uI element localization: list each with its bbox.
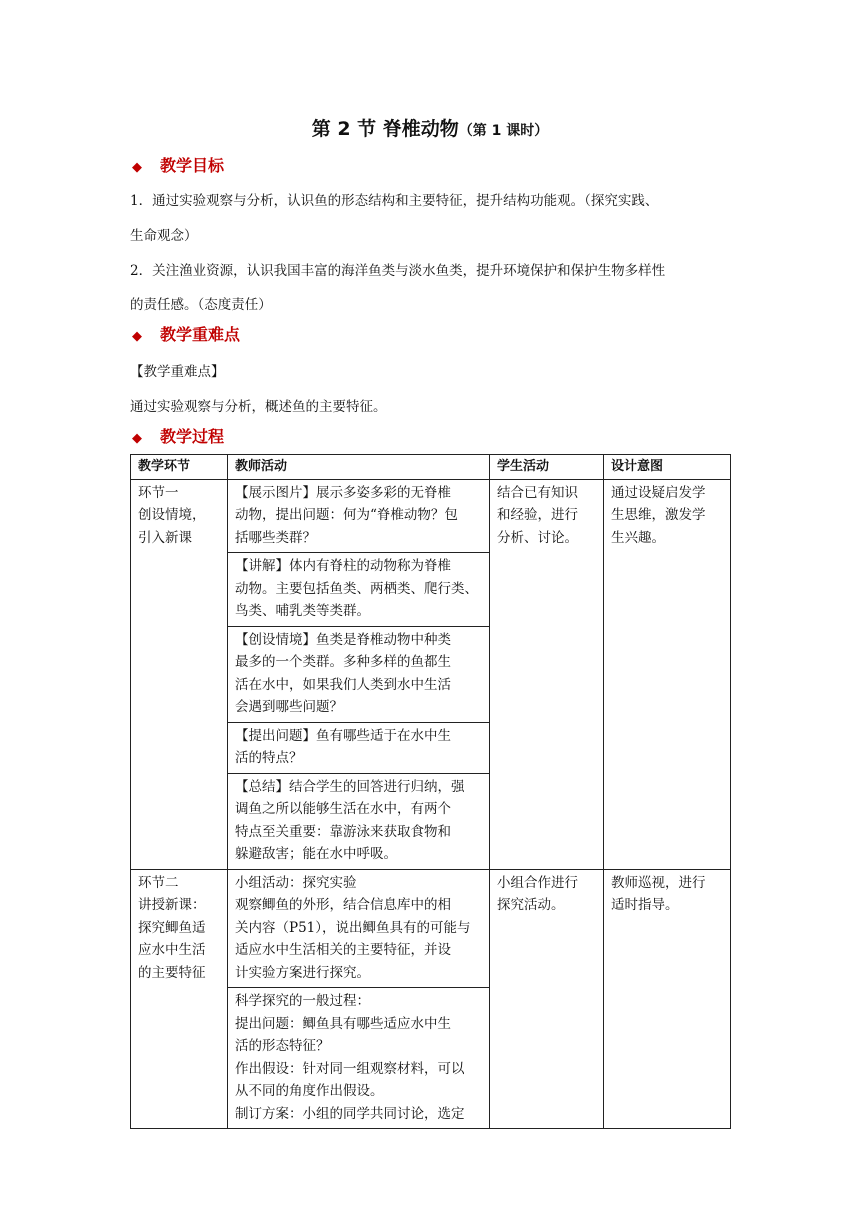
cell-line: 鸟类、哺乳类等类群。 [235, 603, 370, 619]
cell-line: 最多的一个类群。多种多样的鱼都生 [235, 654, 451, 670]
header-teacher: 教师活动 [228, 455, 490, 480]
cell-line: 环节二 [138, 874, 179, 891]
cell-line: 适时指导。 [611, 897, 679, 913]
title-main: 第 2 节 脊椎动物 [311, 118, 459, 140]
key-points-heading-text: 教学重难点 [160, 325, 241, 344]
cell-line: 环节一 [138, 484, 179, 501]
cell-line: 探究活动。 [497, 897, 565, 913]
stage2-teacher-cell-1 [228, 869, 490, 988]
header-student: 学生活动 [490, 455, 604, 480]
cell-line: 小组合作进行 [497, 874, 578, 891]
goal-2-line-1: 2．关注渔业资源，认识我国丰富的海洋鱼类与淡水鱼类，提升环境保护和保护生物多样性 [130, 263, 666, 279]
table-header-row [131, 455, 731, 480]
table-row [131, 869, 731, 988]
goal-1-line-1: 1．通过实验观察与分析，认识鱼的形态结构和主要特征，提升结构功能观。（探究实践、 [130, 193, 659, 209]
table-row [131, 479, 731, 553]
section-heading-process [132, 426, 224, 448]
stage1-teacher-cell-4 [228, 722, 490, 773]
cell-line: 讲授新课： [138, 897, 206, 913]
section-heading-key-points [132, 324, 240, 346]
cell-line: 【总结】结合学生的回答进行归纳，强 [235, 778, 465, 795]
stage1-student-cell [490, 479, 604, 869]
key-points-label: 【教学重难点】 [130, 364, 225, 380]
cell-line: 【创设情境】鱼类是脊椎动物中种类 [235, 631, 451, 648]
cell-line: 生思维，激发学 [611, 507, 706, 523]
cell-line: 提出问题：鲫鱼具有哪些适应水中生 [235, 1015, 451, 1032]
diamond-bullet-icon: ◆ [132, 431, 142, 446]
cell-line: 活的形态特征？ [235, 1038, 330, 1054]
cell-line: 括哪些类群？ [235, 529, 316, 546]
cell-line: 活的特点？ [235, 750, 303, 766]
cell-line: 科学探究的一般过程： [235, 993, 370, 1009]
stage1-teacher-cell-5 [228, 773, 490, 869]
diamond-bullet-icon: ◆ [132, 160, 142, 175]
cell-line: 特点至关重要：靠游泳来获取食物和 [235, 823, 451, 840]
cell-line: 调鱼之所以能够生活在水中，有两个 [235, 801, 451, 817]
cell-line: 躲避敌害；能在水中呼吸。 [235, 846, 397, 862]
title-sub: （第 1 课时） [458, 123, 549, 139]
cell-line: 动物，提出问题：何为“脊椎动物？包 [235, 507, 458, 523]
key-points-text: 通过实验观察与分析，概述鱼的主要特征。 [130, 399, 387, 415]
goal-1-line-2: 生命观念） [130, 228, 198, 244]
cell-line: 观察鲫鱼的外形，结合信息库中的相 [235, 897, 451, 913]
cell-line: 计实验方案进行探究。 [235, 964, 370, 981]
cell-line: 会遇到哪些问题？ [235, 699, 343, 715]
cell-line: 生兴趣。 [611, 529, 665, 546]
cell-line: 作出假设：针对同一组观察材料，可以 [235, 1060, 465, 1077]
stage1-teacher-cell-1 [228, 479, 490, 553]
stage1-name-cell [131, 479, 228, 869]
cell-line: 引入新课 [138, 529, 192, 546]
cell-line: 制订方案：小组的同学共同讨论，选定 [235, 1105, 465, 1122]
header-intent: 设计意图 [604, 455, 731, 480]
stage2-teacher-cell-2 [228, 988, 490, 1129]
cell-line: 关内容（P51），说出鲫鱼具有的可能与 [235, 919, 471, 936]
section-heading-goals [132, 155, 224, 177]
process-heading-text: 教学过程 [160, 427, 225, 446]
cell-line: 活在水中，如果我们人类到水中生活 [235, 676, 451, 693]
cell-line: 从不同的角度作出假设。 [235, 1083, 384, 1099]
cell-line: 结合已有知识 [497, 484, 578, 501]
stage1-teacher-cell-2 [228, 553, 490, 627]
header-stage: 教学环节 [131, 455, 228, 480]
cell-line: 通过设疑启发学 [611, 484, 706, 501]
stage2-intent-cell [604, 869, 731, 1129]
cell-line: 小组活动：探究实验 [235, 874, 357, 891]
cell-line: 的主要特征 [138, 964, 206, 981]
cell-line: 创设情境， [138, 507, 206, 523]
diamond-bullet-icon: ◆ [132, 329, 142, 344]
cell-line: 和经验，进行 [497, 507, 578, 523]
stage1-intent-cell [604, 479, 731, 869]
goals-heading-text: 教学目标 [160, 156, 225, 175]
cell-line: 分析、讨论。 [497, 529, 578, 546]
cell-line: 【展示图片】展示多姿多彩的无脊椎 [235, 484, 451, 501]
stage1-teacher-cell-3 [228, 626, 490, 722]
cell-line: 适应水中生活相关的主要特征，并设 [235, 942, 451, 958]
teaching-process-table [130, 454, 731, 1129]
cell-line: 探究鲫鱼适 [138, 919, 206, 936]
cell-line: 应水中生活 [138, 942, 206, 958]
page-title [130, 114, 730, 141]
stage2-name-cell [131, 869, 228, 1129]
stage2-student-cell [490, 869, 604, 1129]
cell-line: 【讲解】体内有脊柱的动物称为脊椎 [235, 558, 451, 574]
goal-2-line-2: 的责任感。（态度责任） [130, 297, 272, 313]
cell-line: 动物。主要包括鱼类、两栖类、爬行类、 [235, 580, 478, 597]
cell-line: 教师巡视，进行 [611, 874, 706, 891]
cell-line: 【提出问题】鱼有哪些适于在水中生 [235, 727, 451, 744]
